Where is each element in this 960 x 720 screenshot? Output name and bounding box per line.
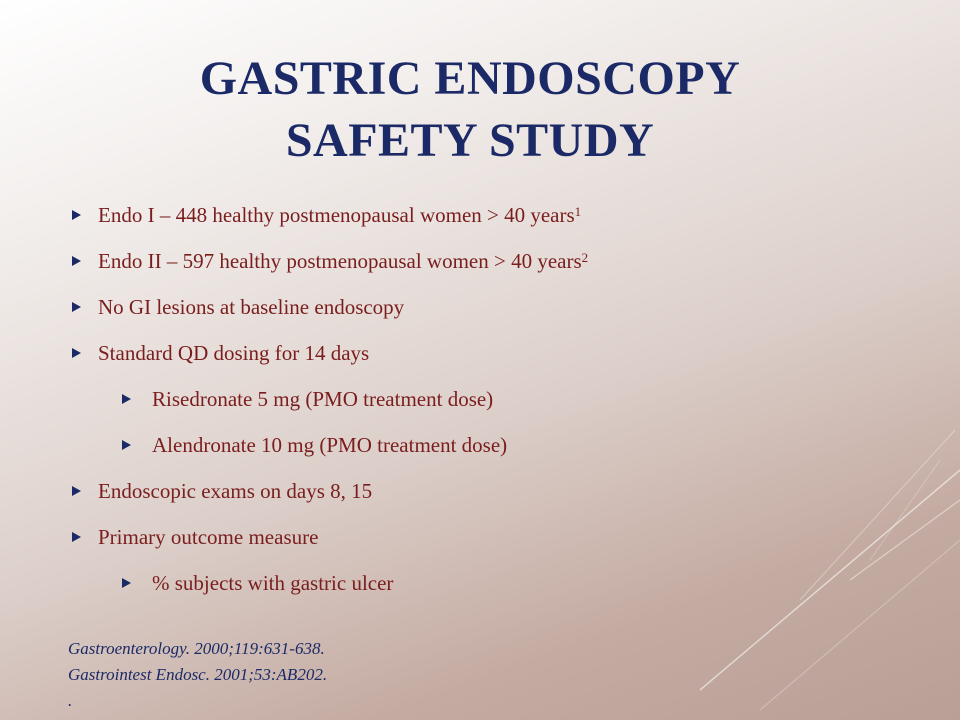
triangle-bullet-icon	[72, 486, 81, 496]
reference-3: .	[68, 691, 73, 710]
triangle-bullet-icon	[72, 210, 81, 220]
references	[68, 636, 327, 714]
sub-bullet-gastric-ulcer	[122, 568, 393, 598]
triangle-bullet-icon	[72, 532, 81, 542]
bullet-endoscopic-exams	[72, 476, 372, 506]
bullet-endo-i	[72, 200, 581, 230]
slide-title-line-2: SAFETY STUDY	[285, 114, 655, 167]
reference-1: Gastroenterology. 2000;119:631-638.	[68, 639, 325, 658]
bullet-text: Primary outcome measure	[98, 525, 319, 549]
bullet-text: No GI lesions at baseline endoscopy	[98, 295, 405, 319]
bullet-text: Endoscopic exams on days 8, 15	[98, 479, 373, 503]
bullet-text: Risedronate 5 mg (PMO treatment dose)	[152, 387, 494, 411]
triangle-bullet-icon	[122, 394, 131, 404]
bullet-standard-dosing	[72, 338, 369, 368]
triangle-bullet-icon	[72, 256, 81, 266]
footnote-marker: 2	[581, 250, 589, 265]
slide-title-line-1: GASTRIC ENDOSCOPY	[199, 52, 741, 105]
bullet-endo-ii	[72, 246, 588, 276]
triangle-bullet-icon	[72, 302, 81, 312]
bullet-text: Endo II – 597 healthy postmenopausal women > 40 years	[98, 249, 582, 273]
sub-bullet-alendronate	[122, 430, 507, 460]
bullet-primary-outcome	[72, 522, 318, 552]
triangle-bullet-icon	[122, 578, 131, 588]
triangle-bullet-icon	[122, 440, 131, 450]
bullet-text: Standard QD dosing for 14 days	[98, 341, 370, 365]
bullet-no-gi-lesions	[72, 292, 404, 322]
bullet-text: Endo I – 448 healthy postmenopausal women > 40 years	[98, 203, 575, 227]
bullet-text: Alendronate 10 mg (PMO treatment dose)	[152, 433, 508, 457]
triangle-bullet-icon	[72, 348, 81, 358]
reference-2: Gastrointest Endosc. 2001;53:AB202.	[68, 665, 328, 684]
bullet-text: % subjects with gastric ulcer	[152, 571, 394, 595]
sub-bullet-risedronate	[122, 384, 493, 414]
footnote-marker: 1	[574, 204, 582, 219]
slide-title	[0, 48, 940, 172]
